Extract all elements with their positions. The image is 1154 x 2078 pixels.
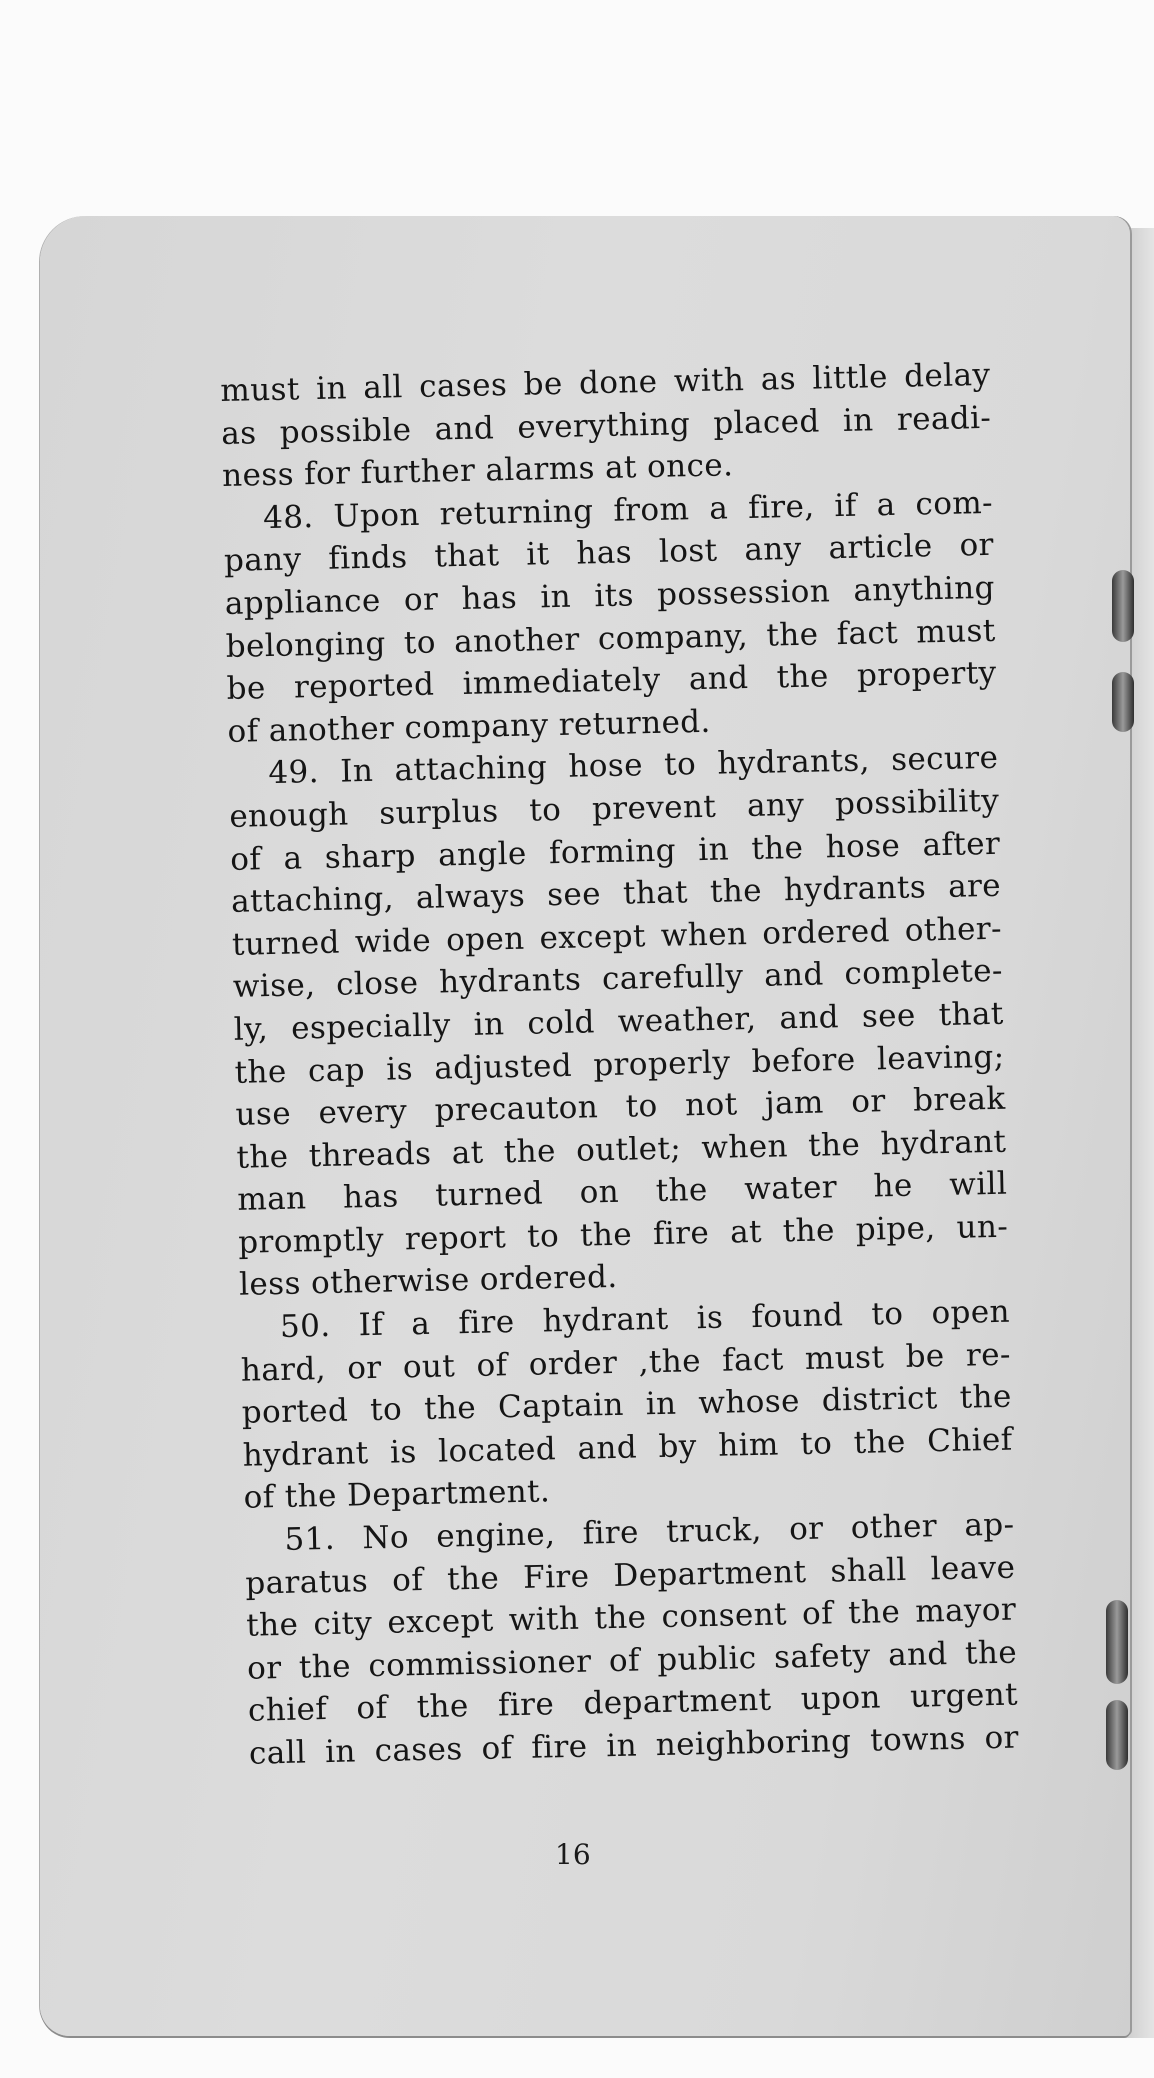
staple (1106, 1600, 1128, 1684)
text-line: the threads at the outlet; when the hydrant (236, 1123, 1007, 1176)
text-line: of a sharp angle forming in the hose after (229, 825, 1001, 878)
text-line: the city except with the consent of the mayor (245, 1591, 1017, 1644)
text-line: 50. If a fire hydrant is found to open (279, 1293, 1011, 1346)
text-line: of the Department. (243, 1473, 551, 1517)
text-line: chief of the fire department upon urgent (247, 1676, 1019, 1730)
text-line: appliance or has in its possession anything (224, 569, 996, 622)
staple (1106, 1700, 1128, 1770)
paragraph-48 (223, 482, 998, 754)
body-text (220, 354, 1019, 1775)
text-line: belonging to another company, the fact must (225, 612, 996, 665)
text-line: 51. No engine, fire truck, or other ap- (284, 1506, 1015, 1558)
text-line: use every precauton to not jam or break (235, 1080, 1006, 1133)
text-line: must in all cases be done with as little delay (220, 356, 991, 409)
text-line: of another company returned. (227, 703, 712, 750)
text-line: paratus of the Fire Department shall leave (245, 1549, 1016, 1602)
text-line: enough surplus to prevent any possibility (228, 782, 1000, 835)
page-number: 16 (555, 1838, 591, 1871)
text-line: as possible and everything placed in readi- (220, 399, 992, 452)
text-line: ness for further alarms at once. (221, 447, 734, 495)
text-line: turned wide open except when ordered other- (231, 910, 1003, 963)
paragraph-continued (220, 354, 993, 498)
paragraph-51 (244, 1504, 1019, 1776)
text-line: attaching, always see that the hydrants are (230, 867, 1002, 921)
text-line: call in cases of fire in neighboring towns or (248, 1719, 1020, 1772)
text-line: pany finds that it has lost any article or (223, 527, 995, 580)
text-line: the cap is adjusted properly before leaving; (234, 1038, 1005, 1091)
text-line: 49. In attaching hose to hydrants, secure (268, 740, 999, 792)
staple (1112, 570, 1134, 642)
text-line: promptly report to the fire at the pipe, un- (237, 1208, 1009, 1261)
text-line: hard, or out of order ,the fact must be re- (240, 1336, 1012, 1389)
text-line: ly, especially in cold weather, and see that (233, 995, 1005, 1048)
paragraph-49 (228, 737, 1009, 1307)
paragraph-50 (240, 1291, 1014, 1520)
text-line: less otherwise ordered. (238, 1259, 618, 1304)
text-line: be reported immediately and the property (226, 654, 997, 708)
text-line: man has turned on the water he will (237, 1165, 1008, 1219)
staple (1112, 672, 1134, 732)
text-line: 48. Upon returning from a fire, if a com- (262, 484, 994, 536)
text-line: or the commissioner of public safety and the (246, 1634, 1018, 1687)
text-line: hydrant is located and by him to the Chief (242, 1421, 1013, 1474)
text-line: wise, close hydrants carefully and complete- (232, 953, 1004, 1006)
text-line: ported to the Captain in whose district the (241, 1378, 1013, 1432)
